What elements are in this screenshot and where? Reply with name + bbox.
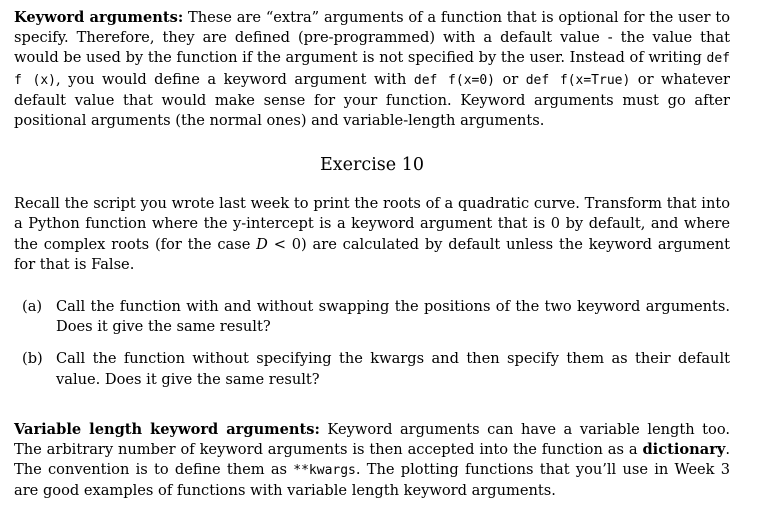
- code-def-f-x: def f (x): [14, 51, 730, 88]
- exercise-list: [14, 297, 730, 390]
- list-item-marker: (a): [22, 298, 43, 316]
- exercise-text-2: ) are calculated by default unless the keyword argument for that is False.: [14, 235, 730, 273]
- code-def-f-x-true: def f(x=True): [525, 72, 631, 88]
- list-item-marker: (b): [22, 350, 43, 368]
- keyword-text-3: or: [495, 70, 526, 88]
- keyword-text-1: These are “extra” arguments of a function that is optional for the user to specify. Therefore, they are defined (pre-programmed) with a default value - the value that would be used by the function if the argument is not specified by the user. Instead of writing: [14, 9, 730, 67]
- list-item: [22, 297, 730, 337]
- list-item-text: Call the function without specifying the kwargs and then specify them as their default value. Does it give the same result?: [56, 350, 730, 388]
- varlen-text-2: . The convention is to define them as: [14, 441, 730, 479]
- exercise-title: Exercise 10: [320, 155, 424, 176]
- list-item-text: Call the function with and without swapping the positions of the two keyword arguments. Does it give the same result?: [56, 298, 730, 336]
- variable-length-paragraph: [14, 420, 730, 502]
- variable-length-lead: Variable length keyword arguments:: [14, 420, 320, 438]
- varlen-text-1: Keyword arguments can have a variable length too. The arbitrary number of keyword arguments is then accepted into the function as a: [14, 420, 731, 459]
- exercise-text-1: Recall the script you wrote last week to print the roots of a quadratic curve. Transform that into a Python function where the y-intercept is a keyword argument that is 0 by default, and where the complex roots (for the case: [14, 195, 730, 253]
- varlen-text-3: . The plotting functions that you’ll use in Week 3 are good examples of functions with variable length keyword arguments.: [14, 461, 730, 500]
- list-item: [22, 349, 730, 389]
- code-def-f-x-0: def f(x=0): [413, 72, 496, 88]
- math-less-than-zero: < 0: [267, 235, 302, 253]
- keyword-arguments-paragraph: [14, 8, 730, 131]
- dictionary-term: dictionary: [642, 441, 726, 459]
- keyword-text-4: or whatever default value that would make sense for your function. Keyword arguments must go after positional arguments (the normal ones) and variable-length arguments.: [14, 70, 730, 130]
- document-page: [14, 8, 730, 502]
- exercise-paragraph: [14, 194, 730, 275]
- code-kwargs: **kwargs: [293, 463, 356, 479]
- keyword-text-2: , you would define a keyword argument with: [55, 70, 414, 88]
- math-variable-d: D: [256, 235, 268, 253]
- keyword-arguments-lead: Keyword arguments:: [14, 9, 184, 26]
